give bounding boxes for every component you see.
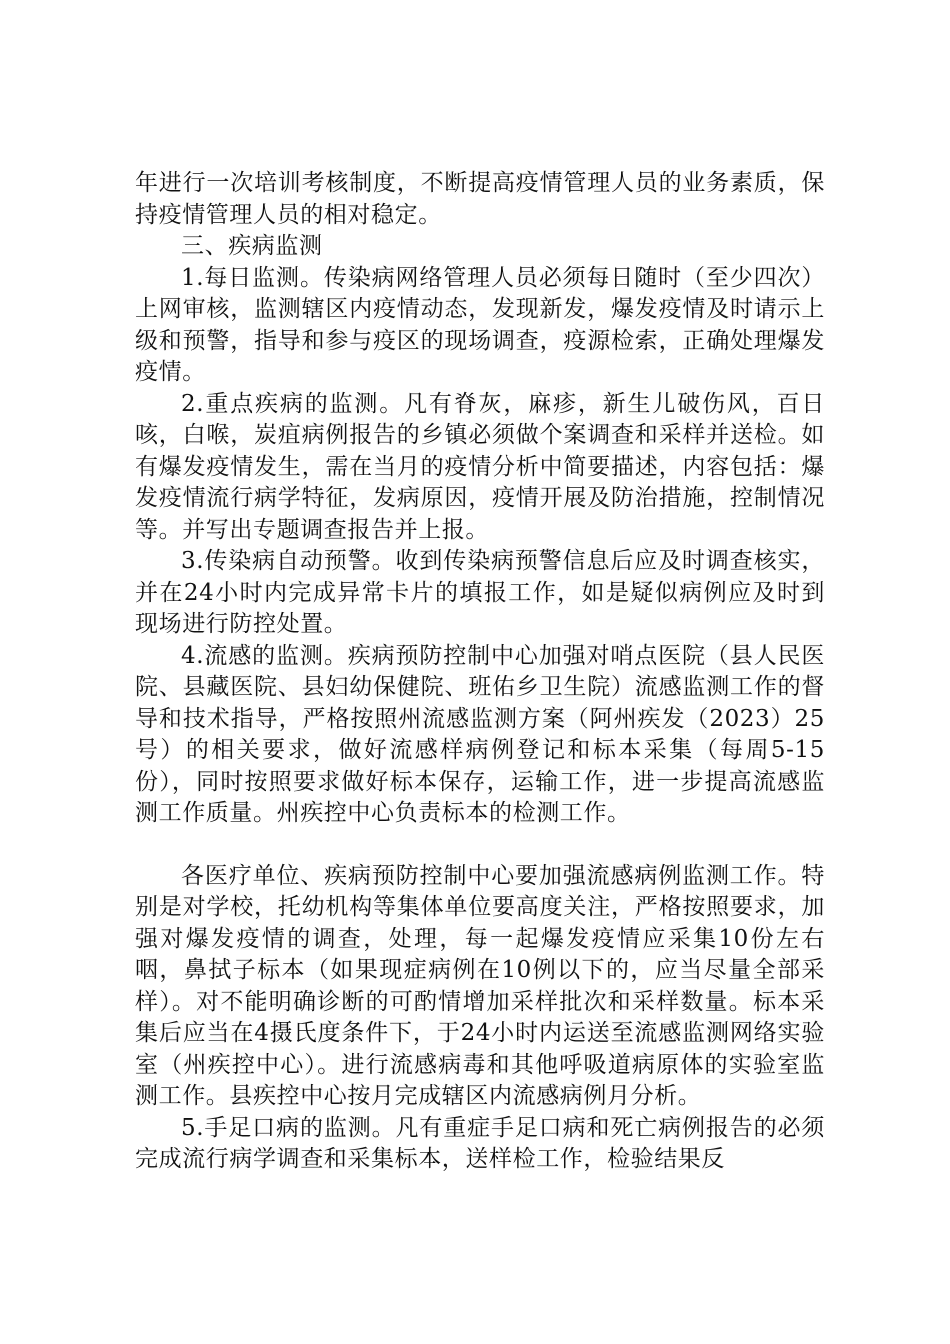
section-heading-disease-monitoring: 三、疾病监测 bbox=[181, 233, 323, 259]
paragraph-training-continuation: 年进行一次培训考核制度，不断提高疫情管理人员的业务素质，保持疫情管理人员的相对稳定。 bbox=[135, 170, 825, 228]
paragraph-influenza-monitoring: 4.流感的监测。疾病预防控制中心加强对哨点医院（县人民医院、县藏医院、县妇幼保健院、班佑乡卫生院）流感监测工作的督导和技术指导，严格按照州流感监测方案（阿州疾发（2023）25号）的相关要求，做好流感样病例登记和标本采集（每周5-15份），同时按照要求做好标本保存，运输工作，进一步提高流感监测工作质量。州疾控中心负责标本的检测工作。 bbox=[135, 642, 825, 826]
paragraph-auto-warning: 3.传染病自动预警。收到传染病预警信息后应及时调查核实，并在24小时内完成异常卡片的填报工作，如是疑似病例应及时到现场进行防控处置。 bbox=[135, 548, 825, 637]
paragraph-key-disease-monitoring: 2.重点疾病的监测。凡有脊灰，麻疹，新生儿破伤风，百日咳，白喉，炭疽病例报告的乡镇必须做个案调查和采样并送检。如有爆发疫情发生，需在当月的疫情分析中简要描述，内容包括：爆发疫情流行病学特征，发病原因，疫情开展及防治措施，控制情况等。并写出专题调查报告并上报。 bbox=[135, 390, 825, 543]
paragraph-hfmd-monitoring: 5.手足口病的监测。凡有重症手足口病和死亡病例报告的必须完成流行病学调查和采集标本，送样检工作，检验结果反 bbox=[135, 1114, 825, 1172]
paragraph-daily-monitoring: 1.每日监测。传染病网络管理人员必须每日随时（至少四次）上网审核，监测辖区内疫情动态，发现新发，爆发疫情及时请示上级和预警，指导和参与疫区的现场调查，疫源检索，正确处理爆发疫情。 bbox=[135, 264, 825, 385]
document-body bbox=[135, 168, 825, 1176]
paragraph-influenza-case-monitoring: 各医疗单位、疾病预防控制中心要加强流感病例监测工作。特别是对学校，托幼机构等集体单位要高度关注，严格按照要求，加强对爆发疫情的调查，处理，每一起爆发疫情应采集10份左右咽，鼻拭子标本（如果现症病例在10例以下的，应当尽量全部采样）。对不能明确诊断的可酌情增加采样批次和采样数量。标本采集后应当在4摄氏度条件下，于24小时内运送至流感监测网络实验室（州疾控中心）。进行流感病毒和其他呼吸道病原体的实验室监测工作。县疾控中心按月完成辖区内流感病例月分析。 bbox=[135, 862, 825, 1109]
